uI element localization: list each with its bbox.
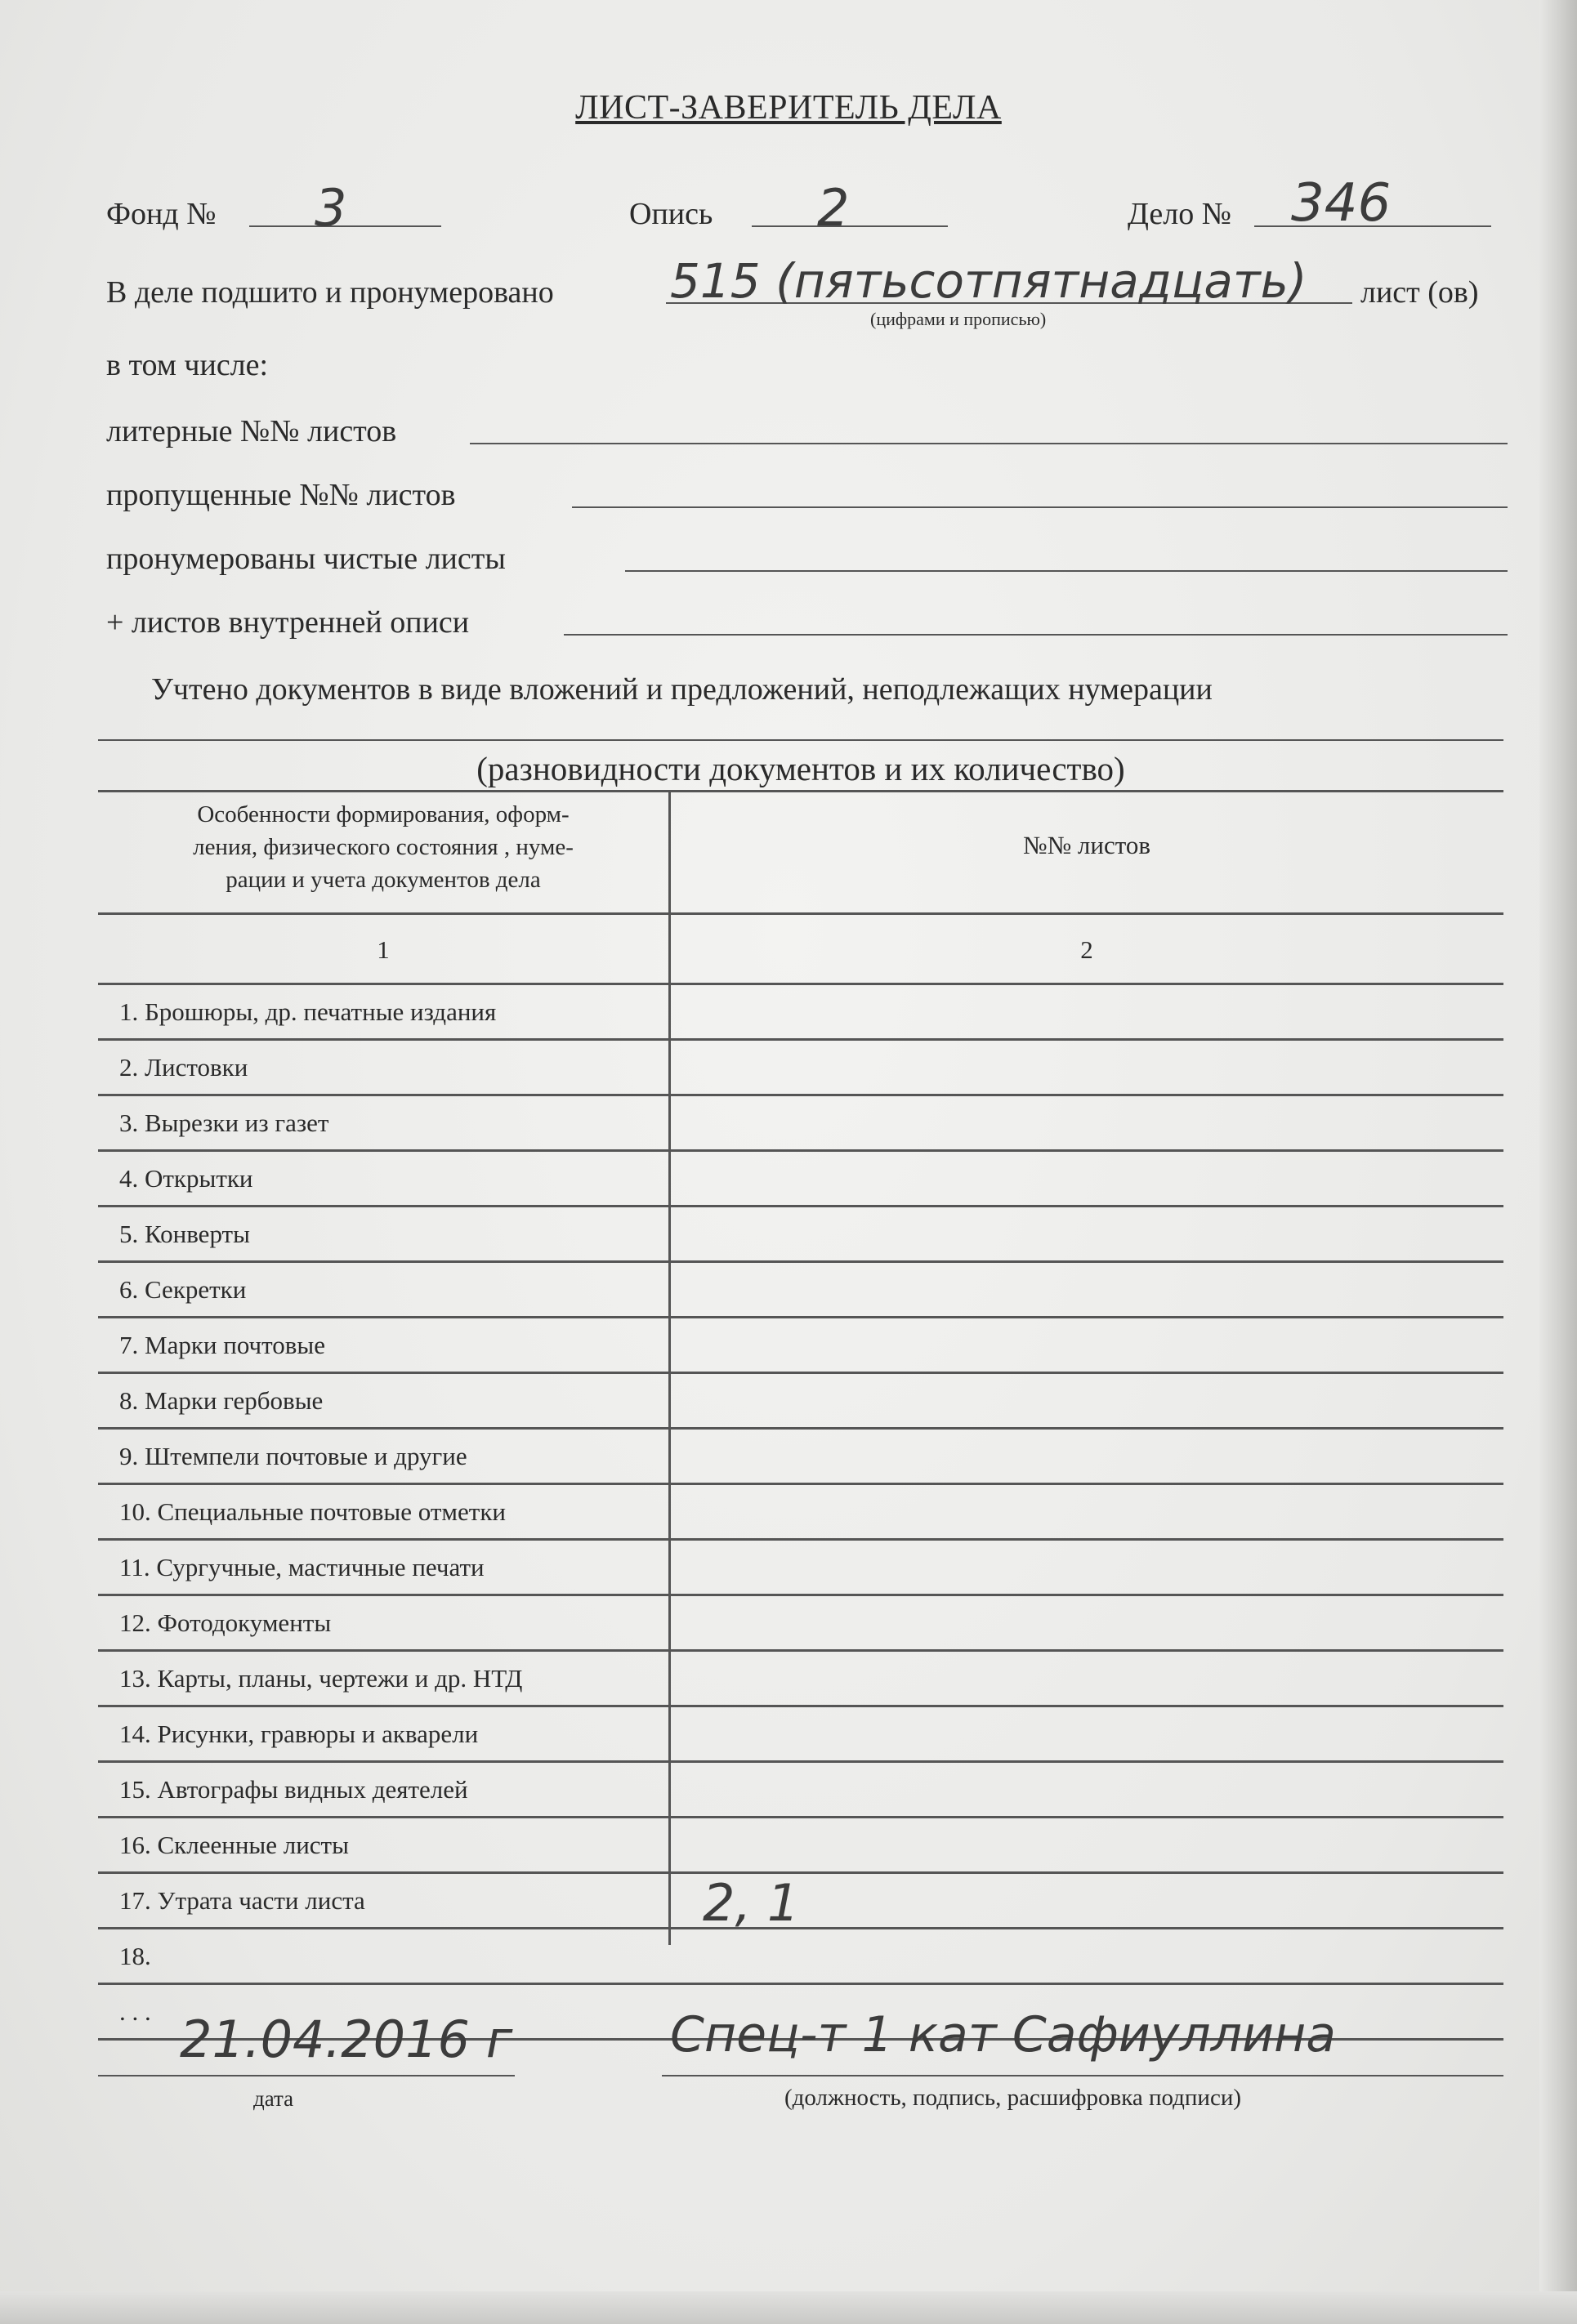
row-label: 10. Специальные почтовые отметки: [119, 1497, 506, 1526]
row-label: 4. Открытки: [119, 1164, 253, 1193]
line-literal-label: литерные №№ листов: [106, 414, 397, 448]
numbered-label: В деле подшито и пронумеровано: [106, 275, 554, 310]
table-row: [98, 1818, 1503, 1873]
page-bottom-edge: [0, 2291, 1577, 2324]
row-label: 16. Склеенные листы: [119, 1831, 349, 1859]
including-label: в том числе:: [106, 348, 269, 382]
line-skipped-underline: [572, 506, 1508, 508]
table-row: [98, 1595, 1503, 1651]
table-caption: (разновидности документов и их количество): [476, 750, 1125, 787]
col1-header: Особенности формирования, оформ- ления, физического состояния , нуме- рации и учета документов дела: [193, 801, 574, 893]
row-label: 7. Марки почтовые: [119, 1331, 325, 1359]
line-blank-underline: [625, 570, 1508, 572]
row-label: 18.: [119, 1942, 151, 1970]
line-skipped-label: пропущенные №№ листов: [106, 478, 456, 512]
row-label: 9. Штемпели почтовые и другие: [119, 1442, 467, 1470]
line-literal-underline: [470, 443, 1508, 444]
table-row: [98, 1151, 1503, 1207]
table-row: [98, 1929, 1503, 1984]
table-row: [98, 1373, 1503, 1429]
fond-value: 3: [315, 178, 347, 238]
table-row: [98, 1207, 1503, 1262]
numbered-suffix: лист (ов): [1360, 275, 1479, 310]
fond-label: Фонд №: [106, 197, 217, 231]
date-label: дата: [253, 2086, 294, 2111]
table-row: [98, 984, 1503, 1040]
delo-value: 346: [1291, 173, 1392, 234]
opis-underline: [752, 225, 948, 227]
row-label: 12. Фотодокументы: [119, 1608, 332, 1637]
row-label: 17. Утрата части листа: [119, 1886, 365, 1915]
row-label: 14. Рисунки, гравюры и акварели: [119, 1720, 479, 1748]
row-label: 5. Конверты: [119, 1220, 250, 1248]
numbered-hint: (цифрами и прописью): [870, 309, 1047, 329]
accounted-text: Учтено документов в виде вложений и предложений, неподлежащих нумерации: [151, 672, 1213, 707]
table-row: [98, 1540, 1503, 1595]
page-edge: [1539, 0, 1577, 2324]
row-label: 11. Сургучные, мастичные печати: [119, 1553, 485, 1581]
row-label: 6. Секретки: [119, 1275, 247, 1304]
table-row: [98, 1095, 1503, 1151]
row-sheets-value: 2, 1: [703, 1873, 800, 1933]
col2-number: 2: [1080, 935, 1093, 964]
table-row: [98, 1262, 1503, 1318]
row-label: 2. Листовки: [119, 1053, 248, 1082]
row-label: 8. Марки гербовые: [119, 1386, 324, 1415]
line-internal-label: + листов внутренней описи: [106, 605, 470, 640]
row-label: 3. Вырезки из газет: [119, 1108, 329, 1137]
date-underline: [98, 2075, 515, 2076]
opis-value: 2: [817, 178, 850, 238]
document-title: ЛИСТ-ЗАВЕРИТЕЛЬ ДЕЛА: [575, 89, 1002, 127]
line-blank-label: пронумерованы чистые листы: [106, 542, 506, 576]
signature-label: (должность, подпись, расшифровка подписи): [784, 2085, 1242, 2111]
row-label: 13. Карты, планы, чертежи и др. НТД: [119, 1664, 523, 1693]
col1-number: 1: [377, 935, 390, 964]
table-row: [98, 1651, 1503, 1706]
table-row: [98, 1706, 1503, 1762]
row-label: . . .: [119, 1997, 151, 2026]
footer: [98, 2006, 1503, 2140]
table-row: [98, 1484, 1503, 1540]
table-row: [98, 1873, 1503, 1933]
col2-header: №№ листов: [1023, 831, 1150, 859]
signature-underline: [662, 2075, 1503, 2076]
delo-label: Дело №: [1128, 197, 1231, 231]
numbered-value: 515 (пятьсотпятнадцать): [670, 253, 1307, 309]
opis-label: Опись: [629, 197, 713, 231]
date-value: 21.04.2016 г: [180, 2010, 513, 2069]
row-label: 15. Автографы видных деятелей: [119, 1775, 468, 1804]
line-internal-underline: [564, 634, 1508, 636]
table-row: [98, 1040, 1503, 1095]
table-row: [98, 1429, 1503, 1484]
signature-value: Спец-т 1 кат Сафиуллина: [670, 2006, 1336, 2063]
table-row: [98, 1318, 1503, 1373]
row-label: 1. Брошюры, др. печатные издания: [119, 997, 497, 1026]
table-row: [98, 1762, 1503, 1818]
